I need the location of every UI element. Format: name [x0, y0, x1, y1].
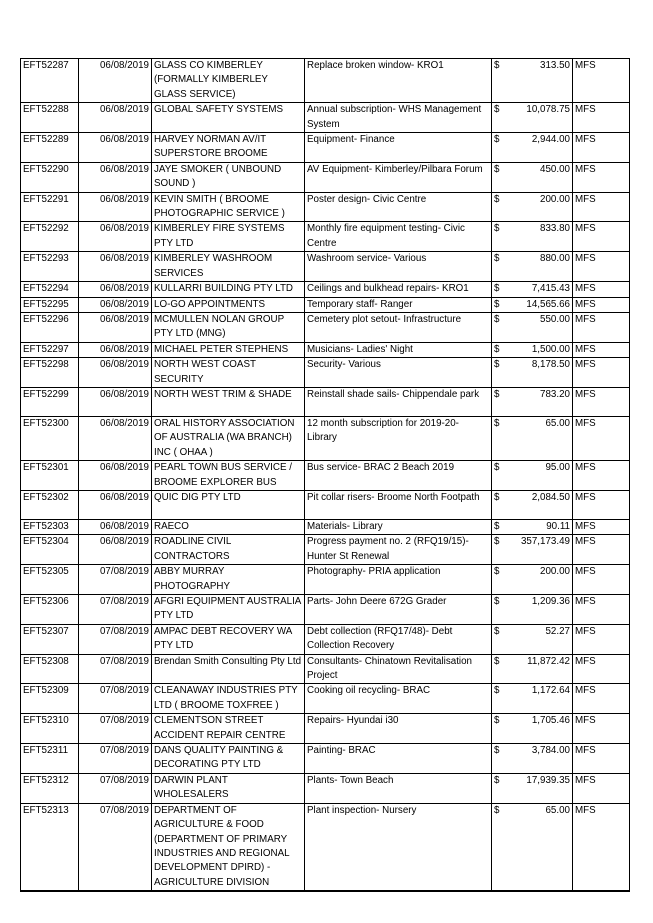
payment-amount: 8,178.50 — [506, 358, 573, 388]
department-code: MFS — [573, 162, 630, 192]
payment-amount: 1,172.64 — [506, 684, 573, 714]
payment-date: 06/08/2019 — [79, 342, 152, 357]
payee-name: GLOBAL SAFETY SYSTEMS — [152, 103, 305, 133]
payment-description: Reinstall shade sails- Chippendale park — [305, 387, 492, 416]
payee-name: KIMBERLEY WASHROOM SERVICES — [152, 252, 305, 282]
currency-symbol: $ — [492, 714, 506, 744]
payment-date: 06/08/2019 — [79, 490, 152, 519]
payment-ref: EFT52304 — [21, 535, 79, 565]
payment-date: 07/08/2019 — [79, 684, 152, 714]
payment-date: 06/08/2019 — [79, 535, 152, 565]
payment-amount: 1,705.46 — [506, 714, 573, 744]
payee-name: QUIC DIG PTY LTD — [152, 490, 305, 519]
payee-name: ABBY MURRAY PHOTOGRAPHY — [152, 565, 305, 595]
table-row — [21, 312, 630, 342]
payee-name: RAECO — [152, 519, 305, 534]
currency-symbol: $ — [492, 803, 506, 891]
table-row — [21, 387, 630, 416]
payment-ref: EFT52302 — [21, 490, 79, 519]
payment-ref: EFT52289 — [21, 133, 79, 163]
payment-amount: 10,078.75 — [506, 103, 573, 133]
payment-date: 06/08/2019 — [79, 416, 152, 460]
payment-description: Repairs- Hyundai i30 — [305, 714, 492, 744]
department-code: MFS — [573, 803, 630, 891]
payment-date: 06/08/2019 — [79, 358, 152, 388]
department-code: MFS — [573, 133, 630, 163]
currency-symbol: $ — [492, 416, 506, 460]
currency-symbol: $ — [492, 387, 506, 416]
payee-name: ORAL HISTORY ASSOCIATION OF AUSTRALIA (WA BRANCH) INC ( OHAA ) — [152, 416, 305, 460]
payment-ref: EFT52294 — [21, 282, 79, 297]
payment-ref: EFT52308 — [21, 654, 79, 684]
payment-date: 07/08/2019 — [79, 773, 152, 803]
payment-ref: EFT52312 — [21, 773, 79, 803]
payee-name: MCMULLEN NOLAN GROUP PTY LTD (MNG) — [152, 312, 305, 342]
payment-amount: 52.27 — [506, 624, 573, 654]
currency-symbol: $ — [492, 519, 506, 534]
payment-ref: EFT52295 — [21, 297, 79, 312]
currency-symbol: $ — [492, 162, 506, 192]
payee-name: PEARL TOWN BUS SERVICE / BROOME EXPLORER BUS — [152, 461, 305, 491]
payment-description: Security- Various — [305, 358, 492, 388]
payment-date: 07/08/2019 — [79, 595, 152, 625]
department-code: MFS — [573, 624, 630, 654]
payment-ref: EFT52305 — [21, 565, 79, 595]
table-row — [21, 803, 630, 891]
payment-ref: EFT52297 — [21, 342, 79, 357]
payment-date: 06/08/2019 — [79, 252, 152, 282]
payee-name: AMPAC DEBT RECOVERY WA PTY LTD — [152, 624, 305, 654]
currency-symbol: $ — [492, 282, 506, 297]
payee-name: ROADLINE CIVIL CONTRACTORS — [152, 535, 305, 565]
department-code: MFS — [573, 744, 630, 774]
table-row — [21, 416, 630, 460]
payment-description: Monthly fire equipment testing- Civic Centre — [305, 222, 492, 252]
department-code: MFS — [573, 59, 630, 103]
payment-amount: 450.00 — [506, 162, 573, 192]
department-code: MFS — [573, 312, 630, 342]
currency-symbol: $ — [492, 312, 506, 342]
payee-name: MICHAEL PETER STEPHENS — [152, 342, 305, 357]
department-code: MFS — [573, 252, 630, 282]
payment-amount: 550.00 — [506, 312, 573, 342]
currency-symbol: $ — [492, 773, 506, 803]
payment-description: Painting- BRAC — [305, 744, 492, 774]
payment-amount: 357,173.49 — [506, 535, 573, 565]
table-row — [21, 535, 630, 565]
currency-symbol: $ — [492, 342, 506, 357]
payment-date: 06/08/2019 — [79, 192, 152, 222]
payments-table-body — [21, 59, 630, 892]
table-row — [21, 461, 630, 491]
payment-description: Equipment- Finance — [305, 133, 492, 163]
table-row — [21, 565, 630, 595]
payment-description: Annual subscription- WHS Management System — [305, 103, 492, 133]
table-row — [21, 297, 630, 312]
currency-symbol: $ — [492, 595, 506, 625]
payment-amount: 17,939.35 — [506, 773, 573, 803]
payee-name: AFGRI EQUIPMENT AUSTRALIA PTY LTD — [152, 595, 305, 625]
payment-ref: EFT52296 — [21, 312, 79, 342]
payee-name: CLEMENTSON STREET ACCIDENT REPAIR CENTRE — [152, 714, 305, 744]
payment-description: Debt collection (RFQ17/48)- Debt Collection Recovery — [305, 624, 492, 654]
payment-date: 07/08/2019 — [79, 654, 152, 684]
payment-date: 06/08/2019 — [79, 461, 152, 491]
payment-ref: EFT52303 — [21, 519, 79, 534]
payment-description: Materials- Library — [305, 519, 492, 534]
payment-date: 07/08/2019 — [79, 565, 152, 595]
currency-symbol: $ — [492, 624, 506, 654]
department-code: MFS — [573, 192, 630, 222]
currency-symbol: $ — [492, 684, 506, 714]
payment-ref: EFT52287 — [21, 59, 79, 103]
payee-name: NORTH WEST COAST SECURITY — [152, 358, 305, 388]
table-row — [21, 133, 630, 163]
currency-symbol: $ — [492, 654, 506, 684]
payment-ref: EFT52290 — [21, 162, 79, 192]
payee-name: KULLARRI BUILDING PTY LTD — [152, 282, 305, 297]
payment-date: 06/08/2019 — [79, 297, 152, 312]
table-row — [21, 744, 630, 774]
currency-symbol: $ — [492, 297, 506, 312]
payment-ref: EFT52310 — [21, 714, 79, 744]
currency-symbol: $ — [492, 461, 506, 491]
currency-symbol: $ — [492, 192, 506, 222]
department-code: MFS — [573, 714, 630, 744]
department-code: MFS — [573, 773, 630, 803]
table-row — [21, 192, 630, 222]
payment-amount: 2,084.50 — [506, 490, 573, 519]
currency-symbol: $ — [492, 744, 506, 774]
table-row — [21, 222, 630, 252]
payee-name: CLEANAWAY INDUSTRIES PTY LTD ( BROOME TOXFREE ) — [152, 684, 305, 714]
currency-symbol: $ — [492, 103, 506, 133]
payment-date: 06/08/2019 — [79, 103, 152, 133]
department-code: MFS — [573, 535, 630, 565]
payee-name: HARVEY NORMAN AV/IT SUPERSTORE BROOME — [152, 133, 305, 163]
payment-amount: 3,784.00 — [506, 744, 573, 774]
payment-amount: 7,415.43 — [506, 282, 573, 297]
table-row — [21, 103, 630, 133]
payment-description: Bus service- BRAC 2 Beach 2019 — [305, 461, 492, 491]
payment-description: Temporary staff- Ranger — [305, 297, 492, 312]
payment-description: 12 month subscription for 2019-20- Library — [305, 416, 492, 460]
payment-description: Ceilings and bulkhead repairs- KRO1 — [305, 282, 492, 297]
department-code: MFS — [573, 103, 630, 133]
payment-description: Replace broken window- KRO1 — [305, 59, 492, 103]
currency-symbol: $ — [492, 490, 506, 519]
payment-date: 07/08/2019 — [79, 624, 152, 654]
currency-symbol: $ — [492, 222, 506, 252]
payment-date: 06/08/2019 — [79, 162, 152, 192]
department-code: MFS — [573, 519, 630, 534]
payee-name: NORTH WEST TRIM & SHADE — [152, 387, 305, 416]
department-code: MFS — [573, 358, 630, 388]
table-row — [21, 342, 630, 357]
payment-ref: EFT52301 — [21, 461, 79, 491]
department-code: MFS — [573, 416, 630, 460]
payee-name: Brendan Smith Consulting Pty Ltd — [152, 654, 305, 684]
payment-amount: 90.11 — [506, 519, 573, 534]
payment-description: Pit collar risers- Broome North Footpath — [305, 490, 492, 519]
payment-ref: EFT52291 — [21, 192, 79, 222]
department-code: MFS — [573, 461, 630, 491]
payment-ref: EFT52293 — [21, 252, 79, 282]
payment-date: 06/08/2019 — [79, 222, 152, 252]
department-code: MFS — [573, 490, 630, 519]
table-row — [21, 684, 630, 714]
payments-table — [20, 58, 630, 892]
payment-ref: EFT52309 — [21, 684, 79, 714]
payment-ref: EFT52313 — [21, 803, 79, 891]
payee-name: DANS QUALITY PAINTING & DECORATING PTY LTD — [152, 744, 305, 774]
payee-name: KEVIN SMITH ( BROOME PHOTOGRAPHIC SERVICE ) — [152, 192, 305, 222]
currency-symbol: $ — [492, 565, 506, 595]
payment-description: Parts- John Deere 672G Grader — [305, 595, 492, 625]
payment-amount: 200.00 — [506, 565, 573, 595]
table-row — [21, 624, 630, 654]
table-row — [21, 358, 630, 388]
payment-description: Musicians- Ladies' Night — [305, 342, 492, 357]
department-code: MFS — [573, 282, 630, 297]
payment-date: 06/08/2019 — [79, 133, 152, 163]
department-code: MFS — [573, 342, 630, 357]
payment-amount: 1,500.00 — [506, 342, 573, 357]
payment-description: Photography- PRIA application — [305, 565, 492, 595]
payee-name: DARWIN PLANT WHOLESALERS — [152, 773, 305, 803]
table-row — [21, 252, 630, 282]
payment-description: Plants- Town Beach — [305, 773, 492, 803]
payment-description: Plant inspection- Nursery — [305, 803, 492, 891]
payment-ref: EFT52307 — [21, 624, 79, 654]
payment-description: Washroom service- Various — [305, 252, 492, 282]
payment-date: 07/08/2019 — [79, 744, 152, 774]
payment-amount: 14,565.66 — [506, 297, 573, 312]
payment-amount: 95.00 — [506, 461, 573, 491]
payment-description: Poster design- Civic Centre — [305, 192, 492, 222]
currency-symbol: $ — [492, 59, 506, 103]
payment-amount: 2,944.00 — [506, 133, 573, 163]
payment-amount: 65.00 — [506, 416, 573, 460]
payment-date: 06/08/2019 — [79, 387, 152, 416]
payment-date: 06/08/2019 — [79, 59, 152, 103]
payment-description: Consultants- Chinatown Revitalisation Project — [305, 654, 492, 684]
payee-name: LO-GO APPOINTMENTS — [152, 297, 305, 312]
table-row — [21, 519, 630, 534]
table-row — [21, 595, 630, 625]
payment-amount: 783.20 — [506, 387, 573, 416]
payment-ref: EFT52300 — [21, 416, 79, 460]
payment-amount: 65.00 — [506, 803, 573, 891]
table-row — [21, 59, 630, 103]
payment-description: Progress payment no. 2 (RFQ19/15)- Hunter St Renewal — [305, 535, 492, 565]
payment-ref: EFT52298 — [21, 358, 79, 388]
payment-date: 06/08/2019 — [79, 312, 152, 342]
payment-date: 06/08/2019 — [79, 519, 152, 534]
currency-symbol: $ — [492, 133, 506, 163]
payment-amount: 11,872.42 — [506, 654, 573, 684]
payment-date: 06/08/2019 — [79, 282, 152, 297]
department-code: MFS — [573, 297, 630, 312]
table-row — [21, 490, 630, 519]
payee-name: DEPARTMENT OF AGRICULTURE & FOOD (DEPARTMENT OF PRIMARY INDUSTRIES AND REGIONAL DEVELOPMENT DPIRD) - AGRICULTURE DIVISION — [152, 803, 305, 891]
table-row — [21, 282, 630, 297]
payment-ref: EFT52292 — [21, 222, 79, 252]
payment-description: AV Equipment- Kimberley/Pilbara Forum — [305, 162, 492, 192]
payment-amount: 833.80 — [506, 222, 573, 252]
payment-ref: EFT52306 — [21, 595, 79, 625]
payment-description: Cemetery plot setout- Infrastructure — [305, 312, 492, 342]
payment-ref: EFT52299 — [21, 387, 79, 416]
payment-date: 07/08/2019 — [79, 714, 152, 744]
department-code: MFS — [573, 595, 630, 625]
payment-amount: 880.00 — [506, 252, 573, 282]
payee-name: KIMBERLEY FIRE SYSTEMS PTY LTD — [152, 222, 305, 252]
table-row — [21, 773, 630, 803]
payment-description: Cooking oil recycling- BRAC — [305, 684, 492, 714]
department-code: MFS — [573, 222, 630, 252]
table-row — [21, 162, 630, 192]
department-code: MFS — [573, 387, 630, 416]
payment-amount: 1,209.36 — [506, 595, 573, 625]
currency-symbol: $ — [492, 535, 506, 565]
payee-name: JAYE SMOKER ( UNBOUND SOUND ) — [152, 162, 305, 192]
department-code: MFS — [573, 565, 630, 595]
table-row — [21, 714, 630, 744]
payment-amount: 313.50 — [506, 59, 573, 103]
currency-symbol: $ — [492, 252, 506, 282]
department-code: MFS — [573, 684, 630, 714]
department-code: MFS — [573, 654, 630, 684]
currency-symbol: $ — [492, 358, 506, 388]
payee-name: GLASS CO KIMBERLEY (FORMALLY KIMBERLEY GLASS SERVICE) — [152, 59, 305, 103]
payment-ref: EFT52288 — [21, 103, 79, 133]
payment-amount: 200.00 — [506, 192, 573, 222]
table-row — [21, 654, 630, 684]
payment-date: 07/08/2019 — [79, 803, 152, 891]
payment-ref: EFT52311 — [21, 744, 79, 774]
